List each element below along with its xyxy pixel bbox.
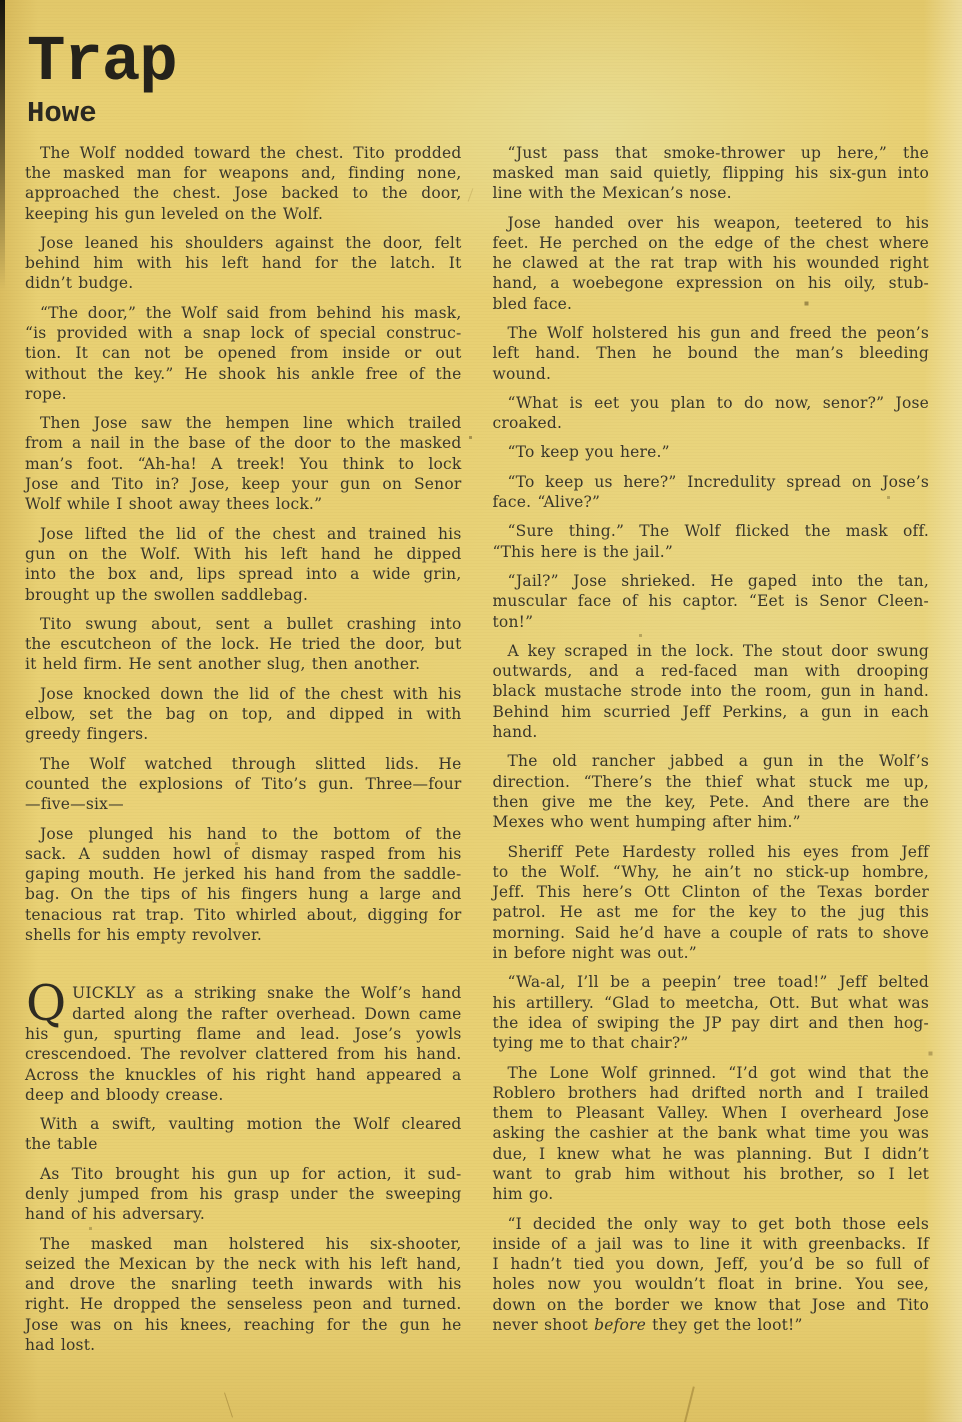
text-line: inside of a jail was to line it with greenbacks. If <box>492 1234 929 1253</box>
text-line: line with the Mexican’s nose. <box>492 184 732 203</box>
text-line: masked man said quietly, flipping his six-gun into <box>492 163 929 182</box>
text-line: UICKLY as a striking snake the Wolf’s hand <box>72 984 462 1003</box>
text-line: wound. <box>492 364 552 383</box>
text-line: seized the Mexican by the neck with his left hand, <box>25 1254 462 1273</box>
text-line: to the Wolf. “Why, he ain’t no stick-up hombre, <box>492 862 929 881</box>
text-line: Jose and Tito in? Jose, keep your gun on Senor <box>25 475 462 494</box>
text-line: Jose plunged his hand to the bottom of the <box>40 824 462 843</box>
text-line: them to Pleasant Valley. When I overheard Jose <box>492 1104 929 1123</box>
text-line: it held firm. He sent another slug, then another. <box>25 655 421 674</box>
text-line: Jose lifted the lid of the chest and trained his <box>40 524 462 543</box>
paragraph <box>493 751 930 832</box>
text-line: The Lone Wolf grinned. “I’d got wind that the <box>507 1063 929 1082</box>
paragraph <box>25 1234 462 1356</box>
text-line: right. He dropped the senseless peon and turned. <box>25 1295 462 1314</box>
paragraph <box>25 143 462 224</box>
text-line: counted the explosions of Tito’s gun. Three—four <box>25 774 462 793</box>
text-line: the escutcheon of the lock. He tried the door, but <box>25 635 462 654</box>
text-line: rope. <box>25 384 67 403</box>
paragraph <box>25 413 462 514</box>
text-line: Jose leaned his shoulders against the door, felt <box>40 233 462 252</box>
text-line: from a nail in the base of the door to the masked <box>25 434 462 453</box>
paragraph <box>25 233 462 294</box>
text-line: —five—six— <box>25 795 124 814</box>
text-line: behind him with his left hand for the latch. It <box>25 254 462 273</box>
paragraph <box>493 571 930 632</box>
text-line: didn’t budge. <box>25 274 134 293</box>
paragraph <box>25 303 462 404</box>
text-line: Jose was on his knees, reaching for the gun he <box>25 1315 462 1334</box>
paragraph <box>493 1063 930 1205</box>
text-line: hand of his adversary. <box>25 1205 206 1224</box>
text-line: greedy fingers. <box>25 725 149 744</box>
text-line: The old rancher jabbed a gun in the Wolf’s <box>507 752 929 771</box>
text-line: due, I knew what he was planning. But I didn’t <box>492 1144 929 1163</box>
text-line: into the box and, lips spread into a wide grin, <box>25 565 462 584</box>
text-line: man’s foot. “Ah-ha! A treek! You think to lock <box>25 454 462 473</box>
text-line: denly jumped from his grasp under the sweeping <box>25 1184 462 1203</box>
paragraph <box>493 472 930 513</box>
text-line: direction. “There’s the thief what stuck me up, <box>492 772 929 791</box>
text-line: deep and bloody crease. <box>25 1085 224 1104</box>
text-line: hand. <box>492 723 538 742</box>
paragraph <box>493 641 930 742</box>
paragraph <box>493 842 930 964</box>
text-line: The masked man holstered his six-shooter, <box>40 1234 462 1253</box>
text-line: bag. On the tips of his fingers hung a large and <box>25 885 462 904</box>
text-line: “Sure thing.” The Wolf flicked the mask off. <box>507 522 929 541</box>
text-line: elbow, set the bag on top, and dipped in with <box>25 705 462 724</box>
text-line: had lost. <box>25 1336 96 1355</box>
text-line: crescendoed. The revolver clattered from his hand. <box>25 1045 462 1064</box>
text-line: With a swift, vaulting motion the Wolf cleared <box>40 1115 462 1134</box>
text-line: The Wolf nodded toward the chest. Tito prodded <box>40 143 462 162</box>
paragraph <box>493 972 930 1053</box>
paragraph <box>493 442 930 462</box>
text-line: him go. <box>492 1185 554 1204</box>
text-line: patrol. He ast me for the key to the jug this <box>492 903 929 922</box>
text-line: left hand. Then he bound the man’s bleeding <box>492 344 929 363</box>
text-line: his gun, spurting flame and lead. Jose’s yowls <box>25 1024 462 1043</box>
text-line: brought up the swollen saddlebag. <box>25 585 309 604</box>
text-line: “This here is the jail.” <box>492 542 674 561</box>
text-line: “To keep you here.” <box>507 443 670 462</box>
text-line: in before night was out.” <box>492 944 697 963</box>
text-line: Jeff. This here’s Ott Clinton of the Texas border <box>492 883 929 902</box>
paragraph <box>493 521 930 562</box>
paragraph <box>25 754 462 815</box>
text-line: “To keep us here?” Incredulity spread on Jose’s <box>507 472 929 491</box>
text-line: Tito swung about, sent a bullet crashing into <box>40 614 462 633</box>
paragraph <box>25 1114 462 1155</box>
text-line: Behind him scurried Jeff Perkins, a gun in each <box>492 702 929 721</box>
text-line: shells for his empty revolver. <box>25 926 263 945</box>
paragraph <box>493 1214 930 1336</box>
text-line: “is provided with a snap lock of special construc- <box>25 324 462 342</box>
text-line: holes now you wouldn’t float in brine. You see, <box>492 1275 929 1294</box>
drop-cap: Q <box>26 975 67 1033</box>
text-line: his artillery. “Glad to meetcha, Ott. But what was <box>492 993 929 1012</box>
text-line: feet. He perched on the edge of the chest where <box>492 233 929 252</box>
paragraph <box>25 524 462 605</box>
text-line: approached the chest. Jose backed to the door, <box>25 184 462 203</box>
text-line: and drove the snarling teeth inwards with his <box>25 1275 462 1294</box>
text-line: outwards, and a red-faced man with drooping <box>492 662 929 681</box>
text-line: the idea of swiping the JP pay dirt and then hog- <box>492 1013 929 1032</box>
text-line: “I decided the only way to get both those eels <box>507 1214 929 1233</box>
text-line: As Tito brought his gun up for action, it sud- <box>40 1164 462 1183</box>
text-line: “Just pass that smoke-thrower up here,” the <box>507 143 929 162</box>
page-edge-shadow <box>0 0 5 290</box>
text-line: gun on the Wolf. With his left hand he dipped <box>25 544 462 563</box>
story-column-left <box>25 143 462 1365</box>
text-line: I hadn’t tied you down, Jeff, you’d be so full of <box>492 1255 929 1274</box>
paragraph <box>493 393 930 434</box>
text-line: then give me the key, Pete. And there are the <box>492 792 929 811</box>
text-line: The Wolf watched through slitted lids. He <box>40 754 462 773</box>
page-title: Trap <box>27 27 177 99</box>
text-line: morning. Said he’d have a couple of rats to shove <box>492 923 929 942</box>
text-line: the masked man for weapons and, finding none, <box>25 163 462 182</box>
text-line: muscular face of his captor. “Eet is Senor Cleen- <box>492 592 929 611</box>
text-line: want to grab him without his brother, so I let <box>492 1164 929 1183</box>
text-line: bled face. <box>492 294 573 313</box>
text-line: black mustache strode into the room, gun in hand. <box>492 682 929 701</box>
text-line: Jose handed over his weapon, teetered to his <box>507 213 929 232</box>
story-body <box>0 143 962 1365</box>
text-line: “The door,” the Wolf said from behind his mask, <box>40 303 462 322</box>
paragraph <box>493 143 930 204</box>
paper-crease <box>683 1386 695 1422</box>
text-line: Then Jose saw the hempen line which trailed <box>40 414 462 433</box>
paragraph <box>25 824 462 946</box>
text-line: Jose knocked down the lid of the chest with his <box>40 684 462 703</box>
text-line: the table <box>25 1135 98 1154</box>
text-line: sack. A sudden howl of dismay rasped from his <box>25 844 462 863</box>
paragraph <box>25 1164 462 1225</box>
story-byline: Howe <box>27 97 97 131</box>
paragraph <box>25 684 462 745</box>
text-line: tenacious rat trap. Tito whirled about, digging for <box>25 905 462 924</box>
text-line: “Jail?” Jose shrieked. He gaped into the tan, <box>507 571 929 590</box>
text-line: The Wolf holstered his gun and freed the peon’s <box>507 324 929 342</box>
text-line: he clawed at the rat trap with his wounded right <box>492 254 929 273</box>
text-line: “What is eet you plan to do now, senor?” Jose <box>507 393 929 412</box>
text-line: face. “Alive?” <box>492 493 601 512</box>
text-line: “Wa-al, I’ll be a peepin’ tree toad!” Jeff belted <box>507 973 929 992</box>
text-line: hand, a woebegone expression on his oily, stub- <box>492 274 929 293</box>
text-line: never shoot before they get the loot!” <box>492 1316 803 1335</box>
paragraph <box>25 975 462 1105</box>
text-line: gaping mouth. He jerked his hand from the saddle- <box>25 865 462 884</box>
paragraph <box>493 213 930 314</box>
text-line: Mexes who went humping after him.” <box>492 813 801 832</box>
text-line: ton!” <box>492 612 534 631</box>
text-line: keeping his gun leveled on the Wolf. <box>25 204 324 223</box>
text-line: asking the cashier at the bank what time you was <box>492 1124 929 1143</box>
paper-specks <box>0 0 1 1</box>
text-line: Wolf while I shoot away thees lock.” <box>25 495 323 514</box>
paper-crease <box>224 1392 233 1417</box>
text-line: darted along the rafter overhead. Down came <box>72 1004 462 1023</box>
text-line: Across the knuckles of his right hand appeared a <box>25 1065 462 1084</box>
text-line: Sheriff Pete Hardesty rolled his eyes from Jeff <box>507 842 929 861</box>
text-line: Roblero brothers had drifted north and I trailed <box>492 1083 929 1102</box>
story-header <box>0 0 962 130</box>
text-line: down on the border we know that Jose and Tito <box>492 1295 929 1314</box>
text-line: croaked. <box>492 414 563 433</box>
text-line: tion. It can not be opened from inside or out <box>25 344 462 363</box>
text-line: A key scraped in the lock. The stout door swung <box>507 641 929 660</box>
story-column-right <box>493 143 930 1365</box>
paragraph <box>25 614 462 675</box>
text-line: without the key.” He shook his ankle free of the <box>25 364 462 383</box>
paragraph <box>493 323 930 384</box>
text-line: tying me to that chair?” <box>492 1034 689 1053</box>
